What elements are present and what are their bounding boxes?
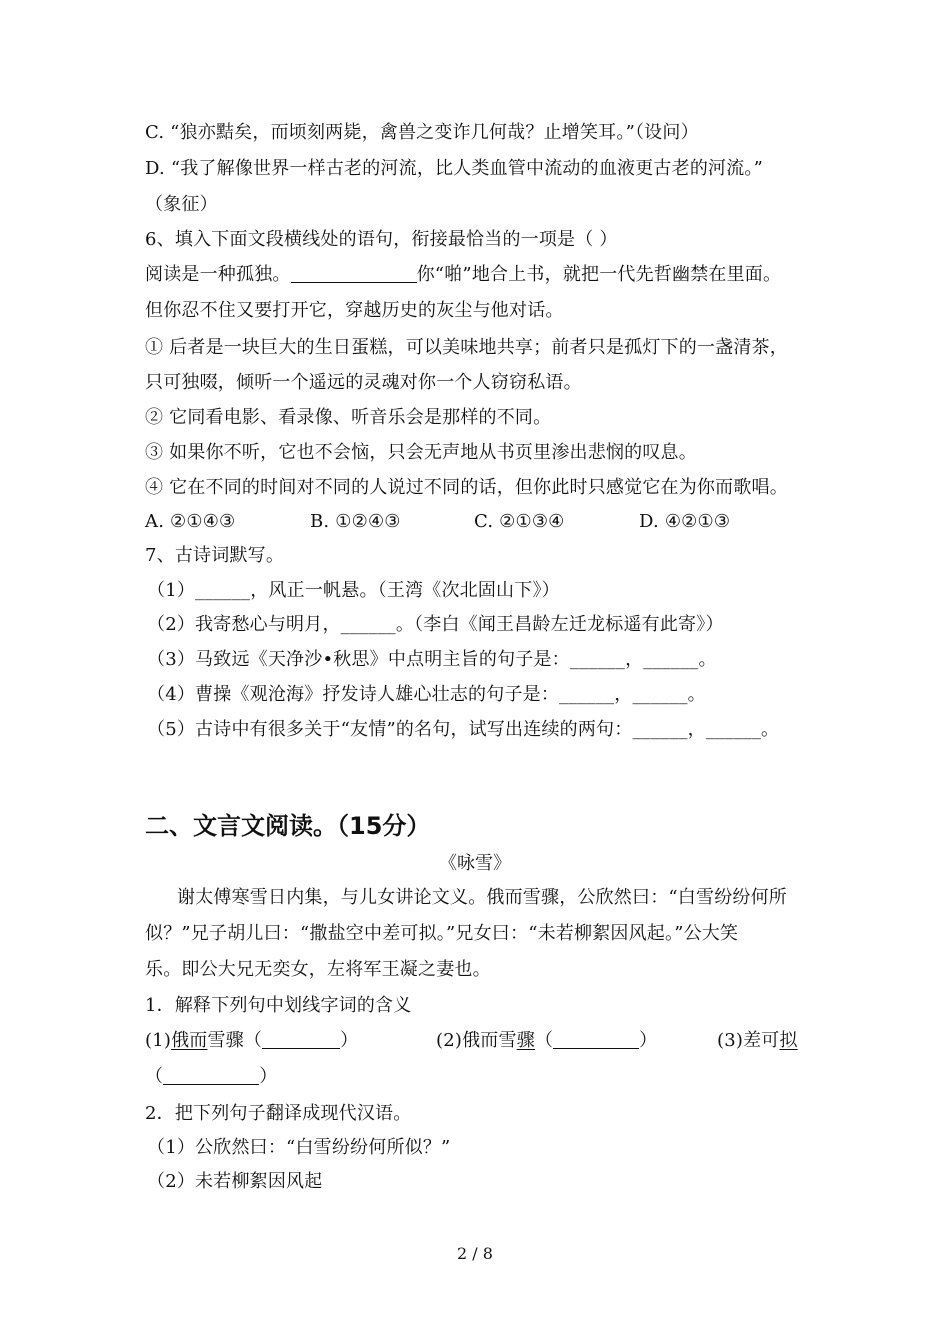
q1-item-c bbox=[717, 1029, 798, 1053]
q7-stem: 7、古诗词默写。 bbox=[145, 545, 285, 566]
q1-item-b-blank bbox=[553, 1030, 639, 1049]
q1-item-a-number: (1) bbox=[145, 1030, 172, 1051]
q7-sub4: （4）曹操《观沧海》抒发诗人雄心壮志的句子是：______，______。 bbox=[147, 684, 706, 705]
q7-sub5: （5）古诗中有很多关于“友情”的名句，试写出连续的两句：______，______。 bbox=[147, 719, 780, 740]
q5-option-d-line2: （象征） bbox=[145, 194, 218, 215]
q1-item-a bbox=[145, 1029, 358, 1053]
q6-passage-line2: 但你忍不住又要打开它，穿越历史的灰尘与他对话。 bbox=[145, 300, 564, 321]
q1-item-b-open: （ bbox=[534, 1030, 554, 1051]
q6-option-a: A. ②①④③ bbox=[145, 511, 236, 532]
q6-fill-blank bbox=[291, 264, 417, 283]
q2-sub1: （1）公欣然曰：“白雪纷纷何所似？” bbox=[147, 1137, 451, 1158]
q1-item-b bbox=[436, 1029, 657, 1053]
q1-item-a-underlined: 俄而 bbox=[171, 1030, 208, 1051]
q1-item-b-text: (2)俄而雪 bbox=[436, 1030, 517, 1051]
q6-item1-line1: ① 后者是一块巨大的生日蛋糕，可以美味地共享；前者只是孤灯下的一盏清茶， bbox=[145, 337, 788, 358]
q5-option-d-line1: D. “我了解像世界一样古老的河流，比人类血管中流动的血液更古老的河流。” bbox=[145, 158, 764, 179]
q1-item-c-blank bbox=[163, 1066, 259, 1085]
section-heading: 二、文言文阅读。（15分） bbox=[145, 812, 431, 840]
q6-item2: ② 它同看电影、看录像、听音乐会是那样的不同。 bbox=[145, 407, 552, 428]
q1-stem: 1．解释下列句中划线字词的含义 bbox=[145, 995, 412, 1016]
q7-sub1: （1）______，风正一帆悬。（王湾《次北固山下》） bbox=[147, 580, 560, 601]
q1-item-a-text: 雪骤（ bbox=[207, 1030, 263, 1051]
q6-stem: 6、填入下面文段横线处的语句，衔接最恰当的一项是（ ） bbox=[145, 229, 618, 250]
q6-option-c: C. ②①③④ bbox=[474, 511, 565, 532]
passage-line3: 乐。即公大兄无奕女，左将军王凝之妻也。 bbox=[145, 959, 491, 980]
q1-item-b-underlined: 骤 bbox=[516, 1030, 535, 1051]
q6-item3: ③ 如果你不听，它也不会恼，只会无声地从书页里渗出悲悯的叹息。 bbox=[145, 442, 697, 463]
q1-item-b-close: ） bbox=[639, 1030, 658, 1051]
passage-title: 《咏雪》 bbox=[439, 853, 511, 874]
q6-item4: ④ 它在不同的时间对不同的人说过不同的话，但你此时只感觉它在为你而歌唱。 bbox=[145, 477, 788, 498]
q2-stem: 2．把下列句子翻译成现代汉语。 bbox=[145, 1103, 412, 1124]
q6-option-b: B. ①②④③ bbox=[310, 511, 401, 532]
q6-options bbox=[145, 510, 805, 534]
q2-sub2: （2）未若柳絮因风起 bbox=[147, 1171, 323, 1192]
q1-item-c-open: （ bbox=[145, 1066, 164, 1087]
q1-item-a-close: ） bbox=[340, 1030, 359, 1051]
q7-sub2: （2）我寄愁心与明月，______。（李白《闻王昌龄左迁龙标遥有此寄》） bbox=[147, 614, 724, 635]
q6-option-d: D. ④②①③ bbox=[639, 511, 731, 532]
q1-item-c-answer bbox=[145, 1065, 277, 1089]
q1-item-c-text: (3)差可 bbox=[717, 1030, 780, 1051]
q6-item1-line2: 只可独啜，倾听一个遥远的灵魂对你一个人窃窃私语。 bbox=[145, 372, 582, 393]
q1-item-a-blank bbox=[262, 1030, 340, 1049]
q1-item-c-underlined: 拟 bbox=[779, 1030, 798, 1051]
q5-option-c: C. “狼亦黠矣，而顷刻两毙，禽兽之变诈几何哉？止增笑耳。”（设问） bbox=[145, 122, 699, 143]
q6-passage-line1 bbox=[145, 263, 781, 287]
page-number: 2 / 8 bbox=[457, 1244, 493, 1263]
q1-item-c-close: ） bbox=[259, 1066, 278, 1087]
q6-passage-pre: 阅读是一种孤独。 bbox=[145, 264, 291, 285]
q1-items-row bbox=[145, 1029, 810, 1053]
q6-passage-post: 你“啪”地合上书，就把一代先哲幽禁在里面。 bbox=[416, 264, 782, 285]
passage-line2: 似？”兄子胡儿曰：“撒盐空中差可拟。”兄女曰：“未若柳絮因风起。”公大笑 bbox=[145, 923, 739, 944]
passage-line1: 谢太傅寒雪日内集，与儿女讲论文义。俄而雪骤，公欣然曰：“白雪纷纷何所 bbox=[177, 887, 787, 908]
q7-sub3: （3）马致远《天净沙•秋思》中点明主旨的句子是：______，______。 bbox=[147, 649, 717, 670]
